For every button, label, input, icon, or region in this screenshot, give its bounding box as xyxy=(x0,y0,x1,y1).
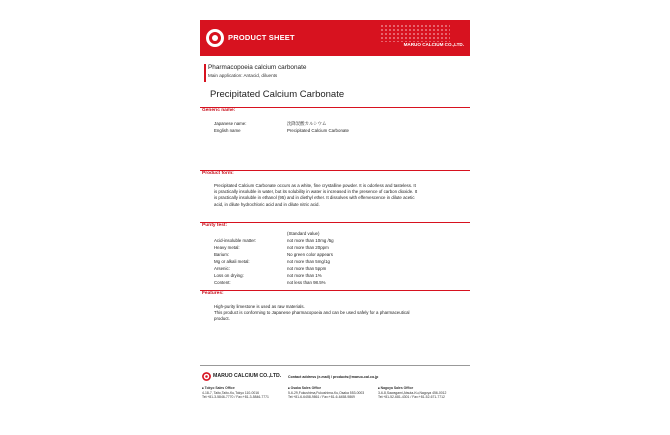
generic-key: Japanese name: xyxy=(214,121,247,126)
product-form-text xyxy=(214,183,417,208)
office-tokyo xyxy=(202,386,269,400)
features-text xyxy=(214,304,410,323)
generic-key: English name xyxy=(214,128,241,133)
office-tel: Tel:+81-52-681-4301 / Fax:+81-52-671-7712 xyxy=(378,395,445,400)
purity-key: Arsenic: xyxy=(214,266,230,271)
office-tel: Tel:+81-3-5846-7770 / Fax:+81-3-5846-7771 xyxy=(202,395,269,400)
purity-key: Mg or alkali metal: xyxy=(214,259,250,264)
main-application: Main application: Antacid, diluents xyxy=(208,73,278,78)
section-divider xyxy=(200,222,470,223)
text-line: acid, in dilute hydrochloric acid and in dilute nitric acid. xyxy=(214,201,320,207)
office-name: ■ Nagoya Sales Office xyxy=(378,386,446,391)
office-name: ■ Osaka Sales Office xyxy=(288,386,364,391)
text-line: Precipitated Calcium Carbonate occurs as a white, fine crystalline powder. It is odorless and tasteless. It xyxy=(214,183,416,188)
purity-key: Content: xyxy=(214,280,231,285)
page-title: Precipitated Calcium Carbonate xyxy=(210,89,345,100)
generic-value: Precipitated Calcium Carbonate xyxy=(287,128,349,133)
section-divider xyxy=(200,107,470,108)
purity-value: not more than 10mg /5g xyxy=(287,238,334,243)
text-line: product. xyxy=(214,316,230,322)
purity-key: Heavy metal: xyxy=(214,245,240,250)
footer-brand: MARUO CALCIUM CO.,LTD. xyxy=(213,373,282,379)
office-name: ■ Tokyo Sales Office xyxy=(202,386,269,391)
generic-value: 沈降炭酸カルシウム xyxy=(287,121,327,126)
purity-value: No green color appears xyxy=(287,252,333,257)
office-osaka xyxy=(288,386,364,400)
office-address: 3-6-8,Sawagami,Atsuta-Ku,Nagoya 456-0012 xyxy=(378,390,447,395)
office-address: 4-18-7, Taito,Taito-Ku,Tokyo 110-0016 xyxy=(202,390,259,395)
office-nagoya xyxy=(378,386,446,400)
footer-contact: Contact address (e-mail) / products@maruo-cal.co.jp xyxy=(288,375,379,379)
purity-key: Barium: xyxy=(214,252,230,257)
section-heading-form: Product form: xyxy=(202,171,234,176)
purity-value: not more than 1% xyxy=(287,273,322,278)
product-sheet xyxy=(200,20,470,415)
banner-title: PRODUCT SHEET xyxy=(228,33,295,42)
footer-divider xyxy=(200,365,470,366)
office-tel: Tel:+81-6-6458-9861 / Fax:+81-6-6458-9869 xyxy=(288,395,355,400)
section-divider xyxy=(200,170,470,171)
section-heading-generic: Generic name: xyxy=(202,108,236,113)
maruo-logo-icon xyxy=(202,372,211,381)
purity-key: Acid-insoluble matter: xyxy=(214,238,257,243)
purity-value: not less than 98.5% xyxy=(287,280,326,285)
purity-value: not more than 5ppm xyxy=(287,266,327,271)
section-heading-purity: Purity test: xyxy=(202,223,228,228)
text-line: is practically insoluble in ethanol (95) and in diethyl ether. It dissolves with effervescence in dilute acetic xyxy=(214,195,415,201)
text-line: High-purity limestone is used as raw materials. xyxy=(214,304,305,309)
section-heading-features: Features: xyxy=(202,291,224,296)
purity-value: not more than 5mg/1g xyxy=(287,259,330,264)
purity-value: not more than 20ppm xyxy=(287,245,329,250)
header-banner xyxy=(200,20,470,56)
banner-brand: MARUO CALCIUM CO.,LTD. xyxy=(403,42,464,47)
maruo-logo-icon xyxy=(206,29,224,47)
section-divider xyxy=(200,290,470,291)
purity-key: Loss on drying: xyxy=(214,273,244,278)
dot-pattern xyxy=(380,24,450,42)
text-line: This product is conforming to Japanese pharmacopoeia and can be used safely for a pharmaceutical xyxy=(214,310,410,316)
text-line: is practically insoluble in water, but its solubility in water is increased in the presence of carbon dioxide. It xyxy=(214,189,418,195)
office-address: 5-6-29,Fukushima,Fukushima-Ku,Osaka 553-0003 xyxy=(288,390,365,395)
standard-value-label: (Standard value) xyxy=(287,231,320,236)
product-subtitle: Pharmacopoeia calcium carbonate xyxy=(208,64,307,71)
